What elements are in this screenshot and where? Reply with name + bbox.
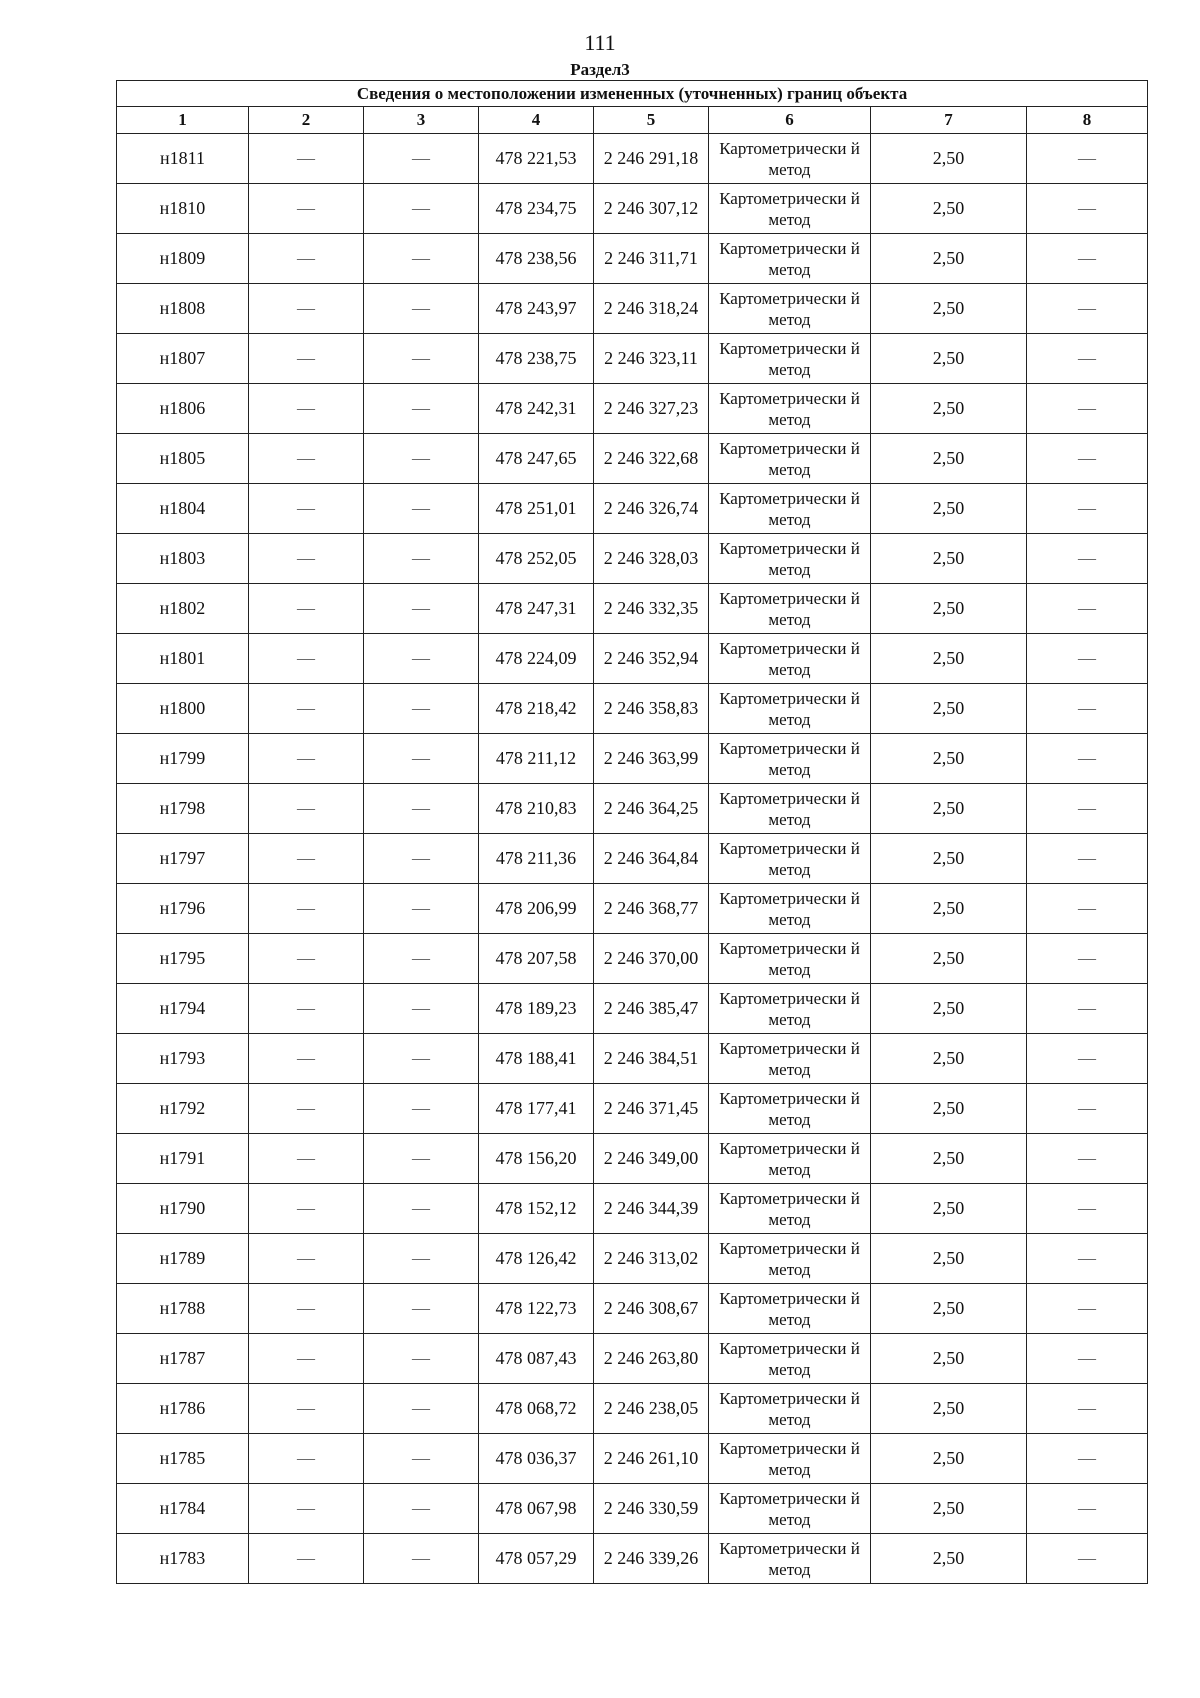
coordinate-y-cell: 2 246 385,47	[594, 984, 709, 1034]
coordinate-x-cell: 478 218,42	[479, 684, 594, 734]
point-name-cell: н1811	[117, 134, 249, 184]
coordinate-y-cell: 2 246 307,12	[594, 184, 709, 234]
empty-dash-cell: —	[364, 184, 479, 234]
column-number-2: 2	[249, 107, 364, 134]
method-cell: Картометрически й метод	[709, 1534, 871, 1584]
empty-dash-cell: —	[364, 584, 479, 634]
table-row	[117, 284, 1148, 334]
method-cell: Картометрически й метод	[709, 134, 871, 184]
table-row	[117, 334, 1148, 384]
empty-dash-cell: —	[1027, 1384, 1148, 1434]
point-name-cell: н1807	[117, 334, 249, 384]
empty-dash-cell: —	[249, 134, 364, 184]
method-cell: Картометрически й метод	[709, 1334, 871, 1384]
empty-dash-cell: —	[249, 1084, 364, 1134]
empty-dash-cell: —	[249, 734, 364, 784]
empty-dash-cell: —	[364, 484, 479, 534]
empty-dash-cell: —	[249, 384, 364, 434]
empty-dash-cell: —	[364, 234, 479, 284]
empty-dash-cell: —	[364, 734, 479, 784]
point-name-cell: н1802	[117, 584, 249, 634]
empty-dash-cell: —	[364, 1234, 479, 1284]
method-cell: Картометрически й метод	[709, 984, 871, 1034]
column-number-6: 6	[709, 107, 871, 134]
coordinate-x-cell: 478 242,31	[479, 384, 594, 434]
coordinate-x-cell: 478 177,41	[479, 1084, 594, 1134]
accuracy-cell: 2,50	[871, 1334, 1027, 1384]
empty-dash-cell: —	[1027, 1084, 1148, 1134]
accuracy-cell: 2,50	[871, 1084, 1027, 1134]
empty-dash-cell: —	[364, 1134, 479, 1184]
point-name-cell: н1792	[117, 1084, 249, 1134]
method-cell: Картометрически й метод	[709, 834, 871, 884]
empty-dash-cell: —	[1027, 1434, 1148, 1484]
method-cell: Картометрически й метод	[709, 384, 871, 434]
column-number-4: 4	[479, 107, 594, 134]
empty-dash-cell: —	[249, 1034, 364, 1084]
empty-dash-cell: —	[249, 984, 364, 1034]
accuracy-cell: 2,50	[871, 534, 1027, 584]
point-name-cell: н1793	[117, 1034, 249, 1084]
coordinate-y-cell: 2 246 326,74	[594, 484, 709, 534]
method-cell: Картометрически й метод	[709, 1234, 871, 1284]
coordinate-y-cell: 2 246 261,10	[594, 1434, 709, 1484]
method-cell: Картометрически й метод	[709, 584, 871, 634]
coordinate-y-cell: 2 246 323,11	[594, 334, 709, 384]
coordinate-x-cell: 478 067,98	[479, 1484, 594, 1534]
accuracy-cell: 2,50	[871, 1134, 1027, 1184]
point-name-cell: н1786	[117, 1384, 249, 1434]
table-row	[117, 584, 1148, 634]
table-row	[117, 1084, 1148, 1134]
coordinate-x-cell: 478 087,43	[479, 1334, 594, 1384]
point-name-cell: н1809	[117, 234, 249, 284]
empty-dash-cell: —	[1027, 1484, 1148, 1534]
empty-dash-cell: —	[1027, 134, 1148, 184]
empty-dash-cell: —	[249, 584, 364, 634]
method-cell: Картометрически й метод	[709, 1434, 871, 1484]
empty-dash-cell: —	[249, 334, 364, 384]
coordinate-x-cell: 478 156,20	[479, 1134, 594, 1184]
empty-dash-cell: —	[364, 534, 479, 584]
empty-dash-cell: —	[1027, 934, 1148, 984]
table-row	[117, 184, 1148, 234]
column-number-row	[117, 107, 1148, 134]
accuracy-cell: 2,50	[871, 184, 1027, 234]
empty-dash-cell: —	[364, 634, 479, 684]
coordinate-x-cell: 478 126,42	[479, 1234, 594, 1284]
empty-dash-cell: —	[1027, 634, 1148, 684]
accuracy-cell: 2,50	[871, 1534, 1027, 1584]
empty-dash-cell: —	[364, 1284, 479, 1334]
table-row	[117, 1034, 1148, 1084]
empty-dash-cell: —	[364, 934, 479, 984]
coordinate-y-cell: 2 246 352,94	[594, 634, 709, 684]
accuracy-cell: 2,50	[871, 1034, 1027, 1084]
point-name-cell: н1794	[117, 984, 249, 1034]
empty-dash-cell: —	[1027, 1034, 1148, 1084]
empty-dash-cell: —	[249, 1384, 364, 1434]
empty-dash-cell: —	[1027, 734, 1148, 784]
empty-dash-cell: —	[1027, 384, 1148, 434]
accuracy-cell: 2,50	[871, 734, 1027, 784]
point-name-cell: н1806	[117, 384, 249, 434]
empty-dash-cell: —	[364, 784, 479, 834]
method-cell: Картометрически й метод	[709, 734, 871, 784]
empty-dash-cell: —	[364, 1334, 479, 1384]
coordinate-y-cell: 2 246 263,80	[594, 1334, 709, 1384]
empty-dash-cell: —	[249, 834, 364, 884]
accuracy-cell: 2,50	[871, 434, 1027, 484]
coordinate-y-cell: 2 246 318,24	[594, 284, 709, 334]
empty-dash-cell: —	[249, 1484, 364, 1534]
coordinate-x-cell: 478 036,37	[479, 1434, 594, 1484]
column-number-1: 1	[117, 107, 249, 134]
point-name-cell: н1801	[117, 634, 249, 684]
empty-dash-cell: —	[1027, 234, 1148, 284]
point-name-cell: н1803	[117, 534, 249, 584]
table-row	[117, 484, 1148, 534]
coordinate-x-cell: 478 224,09	[479, 634, 594, 684]
point-name-cell: н1784	[117, 1484, 249, 1534]
column-number-5: 5	[594, 107, 709, 134]
method-cell: Картометрически й метод	[709, 534, 871, 584]
table-row	[117, 1334, 1148, 1384]
method-cell: Картометрически й метод	[709, 1284, 871, 1334]
coordinate-y-cell: 2 246 384,51	[594, 1034, 709, 1084]
empty-dash-cell: —	[364, 1184, 479, 1234]
boundary-coordinates-table	[116, 80, 1148, 1584]
coordinate-y-cell: 2 246 370,00	[594, 934, 709, 984]
method-cell: Картометрически й метод	[709, 334, 871, 384]
table-row	[117, 984, 1148, 1034]
coordinate-x-cell: 478 234,75	[479, 184, 594, 234]
point-name-cell: н1796	[117, 884, 249, 934]
table-row	[117, 1284, 1148, 1334]
table-row	[117, 884, 1148, 934]
empty-dash-cell: —	[1027, 184, 1148, 234]
empty-dash-cell: —	[364, 284, 479, 334]
table-row	[117, 784, 1148, 834]
accuracy-cell: 2,50	[871, 984, 1027, 1034]
table-row	[117, 1134, 1148, 1184]
empty-dash-cell: —	[1027, 834, 1148, 884]
section-title: Раздел3	[570, 60, 630, 79]
empty-dash-cell: —	[249, 1284, 364, 1334]
coordinate-y-cell: 2 246 238,05	[594, 1384, 709, 1434]
point-name-cell: н1788	[117, 1284, 249, 1334]
empty-dash-cell: —	[1027, 1534, 1148, 1584]
table-row	[117, 1384, 1148, 1434]
empty-dash-cell: —	[1027, 434, 1148, 484]
empty-dash-cell: —	[364, 1434, 479, 1484]
method-cell: Картометрически й метод	[709, 934, 871, 984]
coordinate-y-cell: 2 246 364,84	[594, 834, 709, 884]
empty-dash-cell: —	[364, 384, 479, 434]
accuracy-cell: 2,50	[871, 834, 1027, 884]
table-row	[117, 934, 1148, 984]
method-cell: Картометрически й метод	[709, 884, 871, 934]
table-row	[117, 1534, 1148, 1584]
coordinate-x-cell: 478 206,99	[479, 884, 594, 934]
empty-dash-cell: —	[364, 884, 479, 934]
empty-dash-cell: —	[249, 484, 364, 534]
coordinate-y-cell: 2 246 371,45	[594, 1084, 709, 1134]
table-caption: Сведения о местоположении измененных (уточненных) границ объекта	[117, 81, 1148, 107]
method-cell: Картометрически й метод	[709, 234, 871, 284]
method-cell: Картометрически й метод	[709, 434, 871, 484]
coordinate-x-cell: 478 238,75	[479, 334, 594, 384]
accuracy-cell: 2,50	[871, 1234, 1027, 1284]
column-number-7: 7	[871, 107, 1027, 134]
coordinate-x-cell: 478 238,56	[479, 234, 594, 284]
coordinate-y-cell: 2 246 328,03	[594, 534, 709, 584]
empty-dash-cell: —	[364, 1484, 479, 1534]
method-cell: Картометрически й метод	[709, 1184, 871, 1234]
coordinate-x-cell: 478 068,72	[479, 1384, 594, 1434]
coordinate-x-cell: 478 252,05	[479, 534, 594, 584]
coordinate-x-cell: 478 189,23	[479, 984, 594, 1034]
method-cell: Картометрически й метод	[709, 784, 871, 834]
coordinate-y-cell: 2 246 364,25	[594, 784, 709, 834]
accuracy-cell: 2,50	[871, 1434, 1027, 1484]
method-cell: Картометрически й метод	[709, 1384, 871, 1434]
empty-dash-cell: —	[1027, 684, 1148, 734]
empty-dash-cell: —	[364, 1034, 479, 1084]
table-row	[117, 1484, 1148, 1534]
coordinate-y-cell: 2 246 344,39	[594, 1184, 709, 1234]
table-row	[117, 1184, 1148, 1234]
table-row	[117, 1434, 1148, 1484]
point-name-cell: н1783	[117, 1534, 249, 1584]
empty-dash-cell: —	[249, 434, 364, 484]
point-name-cell: н1790	[117, 1184, 249, 1234]
accuracy-cell: 2,50	[871, 284, 1027, 334]
coordinate-x-cell: 478 251,01	[479, 484, 594, 534]
empty-dash-cell: —	[249, 1334, 364, 1384]
accuracy-cell: 2,50	[871, 334, 1027, 384]
accuracy-cell: 2,50	[871, 134, 1027, 184]
empty-dash-cell: —	[1027, 1284, 1148, 1334]
coordinate-y-cell: 2 246 313,02	[594, 1234, 709, 1284]
empty-dash-cell: —	[1027, 584, 1148, 634]
empty-dash-cell: —	[364, 1534, 479, 1584]
coordinate-y-cell: 2 246 330,59	[594, 1484, 709, 1534]
accuracy-cell: 2,50	[871, 384, 1027, 434]
accuracy-cell: 2,50	[871, 634, 1027, 684]
accuracy-cell: 2,50	[871, 1284, 1027, 1334]
method-cell: Картометрически й метод	[709, 634, 871, 684]
coordinate-x-cell: 478 243,97	[479, 284, 594, 334]
method-cell: Картометрически й метод	[709, 1484, 871, 1534]
point-name-cell: н1799	[117, 734, 249, 784]
page-number: 111	[584, 30, 616, 55]
point-name-cell: н1798	[117, 784, 249, 834]
column-number-3: 3	[364, 107, 479, 134]
accuracy-cell: 2,50	[871, 484, 1027, 534]
coordinate-x-cell: 478 207,58	[479, 934, 594, 984]
empty-dash-cell: —	[249, 934, 364, 984]
coordinate-y-cell: 2 246 332,35	[594, 584, 709, 634]
empty-dash-cell: —	[249, 1134, 364, 1184]
empty-dash-cell: —	[249, 1434, 364, 1484]
point-name-cell: н1808	[117, 284, 249, 334]
table-row	[117, 834, 1148, 884]
method-cell: Картометрически й метод	[709, 1134, 871, 1184]
table-row	[117, 384, 1148, 434]
point-name-cell: н1797	[117, 834, 249, 884]
method-cell: Картометрически й метод	[709, 284, 871, 334]
coordinate-x-cell: 478 247,31	[479, 584, 594, 634]
coordinate-y-cell: 2 246 363,99	[594, 734, 709, 784]
point-name-cell: н1810	[117, 184, 249, 234]
empty-dash-cell: —	[1027, 884, 1148, 934]
column-number-8: 8	[1027, 107, 1148, 134]
accuracy-cell: 2,50	[871, 234, 1027, 284]
empty-dash-cell: —	[1027, 1234, 1148, 1284]
accuracy-cell: 2,50	[871, 1384, 1027, 1434]
empty-dash-cell: —	[364, 834, 479, 884]
method-cell: Картометрически й метод	[709, 684, 871, 734]
point-name-cell: н1804	[117, 484, 249, 534]
point-name-cell: н1800	[117, 684, 249, 734]
coordinate-y-cell: 2 246 349,00	[594, 1134, 709, 1184]
empty-dash-cell: —	[1027, 1134, 1148, 1184]
empty-dash-cell: —	[249, 284, 364, 334]
empty-dash-cell: —	[364, 1384, 479, 1434]
method-cell: Картометрически й метод	[709, 1084, 871, 1134]
table-body	[117, 134, 1148, 1584]
coordinate-x-cell: 478 122,73	[479, 1284, 594, 1334]
method-cell: Картометрически й метод	[709, 1034, 871, 1084]
empty-dash-cell: —	[249, 534, 364, 584]
accuracy-cell: 2,50	[871, 884, 1027, 934]
accuracy-cell: 2,50	[871, 784, 1027, 834]
empty-dash-cell: —	[364, 434, 479, 484]
empty-dash-cell: —	[364, 684, 479, 734]
table-row	[117, 134, 1148, 184]
empty-dash-cell: —	[1027, 784, 1148, 834]
table-row	[117, 684, 1148, 734]
point-name-cell: н1787	[117, 1334, 249, 1384]
coordinate-y-cell: 2 246 339,26	[594, 1534, 709, 1584]
method-cell: Картометрически й метод	[709, 484, 871, 534]
method-cell: Картометрически й метод	[709, 184, 871, 234]
accuracy-cell: 2,50	[871, 584, 1027, 634]
coordinate-x-cell: 478 057,29	[479, 1534, 594, 1584]
empty-dash-cell: —	[249, 884, 364, 934]
empty-dash-cell: —	[249, 1184, 364, 1234]
coordinate-y-cell: 2 246 311,71	[594, 234, 709, 284]
table-row	[117, 734, 1148, 784]
empty-dash-cell: —	[249, 784, 364, 834]
coordinate-y-cell: 2 246 358,83	[594, 684, 709, 734]
table-row	[117, 234, 1148, 284]
coordinate-x-cell: 478 210,83	[479, 784, 594, 834]
empty-dash-cell: —	[1027, 284, 1148, 334]
empty-dash-cell: —	[1027, 984, 1148, 1034]
empty-dash-cell: —	[364, 984, 479, 1034]
coordinate-x-cell: 478 247,65	[479, 434, 594, 484]
empty-dash-cell: —	[1027, 334, 1148, 384]
accuracy-cell: 2,50	[871, 684, 1027, 734]
empty-dash-cell: —	[249, 1234, 364, 1284]
accuracy-cell: 2,50	[871, 934, 1027, 984]
empty-dash-cell: —	[249, 1534, 364, 1584]
empty-dash-cell: —	[1027, 1334, 1148, 1384]
point-name-cell: н1785	[117, 1434, 249, 1484]
point-name-cell: н1805	[117, 434, 249, 484]
coordinate-x-cell: 478 188,41	[479, 1034, 594, 1084]
table-row	[117, 634, 1148, 684]
table-row	[117, 1234, 1148, 1284]
accuracy-cell: 2,50	[871, 1184, 1027, 1234]
empty-dash-cell: —	[364, 334, 479, 384]
coordinate-x-cell: 478 211,12	[479, 734, 594, 784]
coordinate-y-cell: 2 246 322,68	[594, 434, 709, 484]
empty-dash-cell: —	[249, 684, 364, 734]
accuracy-cell: 2,50	[871, 1484, 1027, 1534]
coordinate-x-cell: 478 211,36	[479, 834, 594, 884]
coordinate-x-cell: 478 221,53	[479, 134, 594, 184]
table-row	[117, 434, 1148, 484]
empty-dash-cell: —	[1027, 1184, 1148, 1234]
table-row	[117, 534, 1148, 584]
point-name-cell: н1795	[117, 934, 249, 984]
coordinate-y-cell: 2 246 291,18	[594, 134, 709, 184]
empty-dash-cell: —	[249, 184, 364, 234]
empty-dash-cell: —	[1027, 534, 1148, 584]
coordinate-y-cell: 2 246 308,67	[594, 1284, 709, 1334]
point-name-cell: н1791	[117, 1134, 249, 1184]
coordinate-y-cell: 2 246 368,77	[594, 884, 709, 934]
empty-dash-cell: —	[249, 634, 364, 684]
empty-dash-cell: —	[1027, 484, 1148, 534]
empty-dash-cell: —	[249, 234, 364, 284]
coordinate-x-cell: 478 152,12	[479, 1184, 594, 1234]
coordinate-y-cell: 2 246 327,23	[594, 384, 709, 434]
empty-dash-cell: —	[364, 134, 479, 184]
empty-dash-cell: —	[364, 1084, 479, 1134]
point-name-cell: н1789	[117, 1234, 249, 1284]
